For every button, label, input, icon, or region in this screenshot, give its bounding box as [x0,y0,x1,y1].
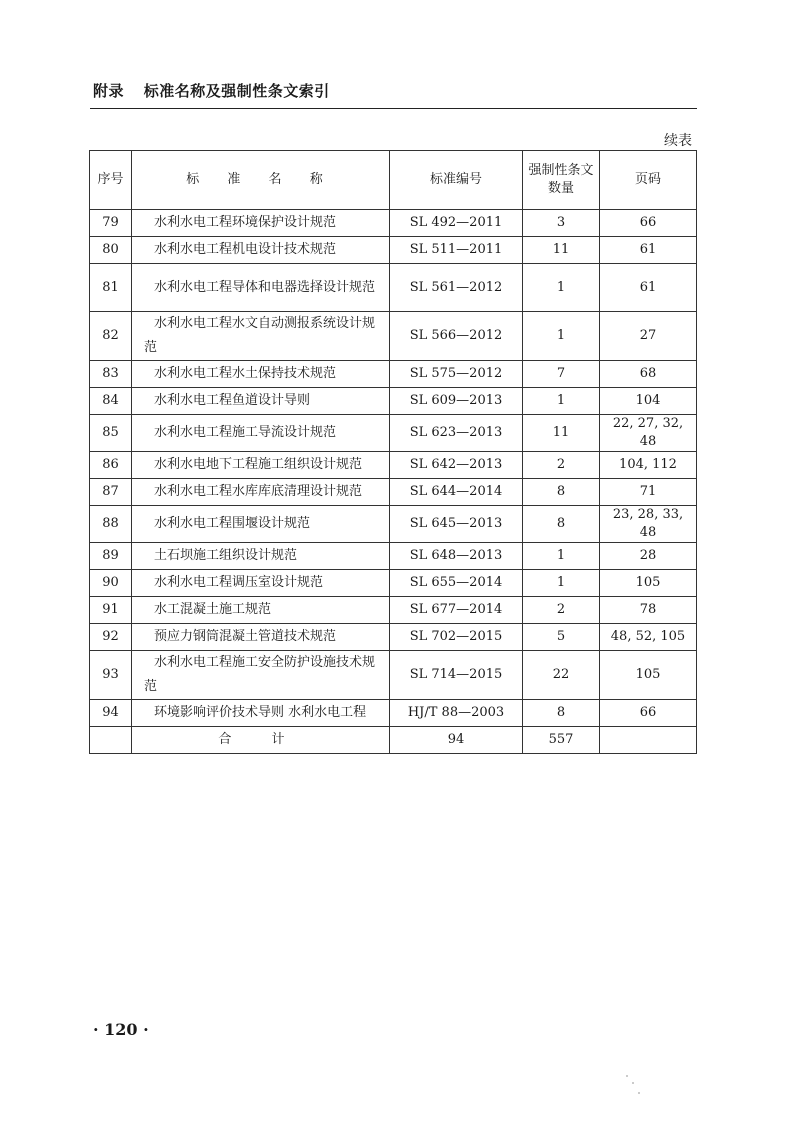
row-count: 8 [523,479,600,506]
row-seq: 94 [90,700,132,727]
row-pages: 61 [600,264,697,312]
row-name: 水利水电工程施工导流设计规范 [132,415,390,452]
row-count: 1 [523,570,600,597]
row-code: SL 575—2012 [390,361,523,388]
row-pages: 66 [600,700,697,727]
header-count-line1: 强制性条文 [528,163,594,178]
table-row [90,570,697,597]
total-label [132,727,390,754]
table-row [90,361,697,388]
row-code: SL 702—2015 [390,624,523,651]
table-row [90,264,697,312]
table-row [90,543,697,570]
row-name: 预应力钢筒混凝土管道技术规范 [132,624,390,651]
row-pages: 61 [600,237,697,264]
row-pages: 78 [600,597,697,624]
row-pages: 28 [600,543,697,570]
row-count: 1 [523,388,600,415]
row-code: SL 644—2014 [390,479,523,506]
row-pages: 23, 28, 33, 48 [600,506,697,543]
row-pages: 104 [600,388,697,415]
total-row [90,727,697,754]
row-code: SL 609—2013 [390,388,523,415]
row-seq: 92 [90,624,132,651]
row-code: HJ/T 88—2003 [390,700,523,727]
header-count [523,151,600,210]
row-code: SL 623—2013 [390,415,523,452]
row-count: 1 [523,312,600,361]
row-seq: 82 [90,312,132,361]
header-title: 标准名称及强制性条文索引 [143,82,330,100]
row-name: 环境影响评价技术导则 水利水电工程 [132,700,390,727]
row-seq: 93 [90,651,132,700]
page-number: · 120 · [93,1020,149,1039]
row-code: SL 492—2011 [390,210,523,237]
row-pages: 71 [600,479,697,506]
row-seq: 79 [90,210,132,237]
row-seq: 83 [90,361,132,388]
scan-speck [638,1092,640,1094]
row-pages: 68 [600,361,697,388]
row-count: 3 [523,210,600,237]
row-code: SL 648—2013 [390,543,523,570]
header-pages: 页码 [600,151,697,210]
row-pages: 22, 27, 32, 48 [600,415,697,452]
row-name: 土石坝施工组织设计规范 [132,543,390,570]
row-pages: 104, 112 [600,452,697,479]
row-count: 1 [523,543,600,570]
row-name: 水利水电工程水土保持技术规范 [132,361,390,388]
table-row [90,624,697,651]
row-code: SL 642—2013 [390,452,523,479]
row-seq: 80 [90,237,132,264]
row-name: 水利水电工程水库库底清理设计规范 [132,479,390,506]
row-code: SL 714—2015 [390,651,523,700]
row-name: 水工混凝土施工规范 [132,597,390,624]
row-code: SL 511—2011 [390,237,523,264]
row-name: 水利水电地下工程施工组织设计规范 [132,452,390,479]
total-seq [90,727,132,754]
header-rule [90,108,697,109]
row-name: 水利水电工程围堰设计规范 [132,506,390,543]
header-count-line2: 数量 [547,181,574,196]
row-count: 2 [523,597,600,624]
row-pages: 105 [600,651,697,700]
row-seq: 86 [90,452,132,479]
header-seq: 序号 [90,151,132,210]
table-row [90,651,697,700]
row-seq: 84 [90,388,132,415]
row-pages: 27 [600,312,697,361]
table-row [90,388,697,415]
table-row [90,452,697,479]
table-row [90,415,697,452]
row-code: SL 655—2014 [390,570,523,597]
row-count: 5 [523,624,600,651]
row-seq: 87 [90,479,132,506]
total-pages [600,727,697,754]
table-row [90,506,697,543]
header-code: 标准编号 [390,151,523,210]
row-name: 水利水电工程环境保护设计规范 [132,210,390,237]
running-header [93,80,697,101]
row-name: 水利水电工程水文自动测报系统设计规范 [132,312,390,361]
row-seq: 81 [90,264,132,312]
scan-speck [632,1082,634,1084]
table-row [90,210,697,237]
row-seq: 88 [90,506,132,543]
table-row [90,312,697,361]
table-row [90,237,697,264]
row-pages: 105 [600,570,697,597]
row-seq: 90 [90,570,132,597]
row-name: 水利水电工程鱼道设计导则 [132,388,390,415]
row-code: SL 645—2013 [390,506,523,543]
row-seq: 85 [90,415,132,452]
total-code-count: 94 [390,727,523,754]
scan-speck [626,1075,628,1077]
row-code: SL 677—2014 [390,597,523,624]
header-name-text: 标 准 名 称 [186,172,335,187]
row-name: 水利水电工程调压室设计规范 [132,570,390,597]
row-count: 8 [523,700,600,727]
row-name: 水利水电工程施工安全防护设施技术规范 [132,651,390,700]
row-code: SL 566—2012 [390,312,523,361]
row-pages: 48, 52, 105 [600,624,697,651]
standards-index-table [89,150,697,754]
row-pages: 66 [600,210,697,237]
row-name: 水利水电工程机电设计技术规范 [132,237,390,264]
table-header-row [90,151,697,210]
row-name: 水利水电工程导体和电器选择设计规范 [132,264,390,312]
row-count: 1 [523,264,600,312]
row-count: 2 [523,452,600,479]
total-count: 557 [523,727,600,754]
row-count: 7 [523,361,600,388]
total-label-text: 合 计 [218,732,303,747]
table-row [90,700,697,727]
row-count: 22 [523,651,600,700]
header-name [132,151,390,210]
row-count: 11 [523,415,600,452]
row-count: 8 [523,506,600,543]
table-row [90,597,697,624]
continued-label: 续表 [664,133,692,149]
row-count: 11 [523,237,600,264]
header-section: 附录 [93,82,125,100]
row-code: SL 561—2012 [390,264,523,312]
row-seq: 89 [90,543,132,570]
table-row [90,479,697,506]
row-seq: 91 [90,597,132,624]
